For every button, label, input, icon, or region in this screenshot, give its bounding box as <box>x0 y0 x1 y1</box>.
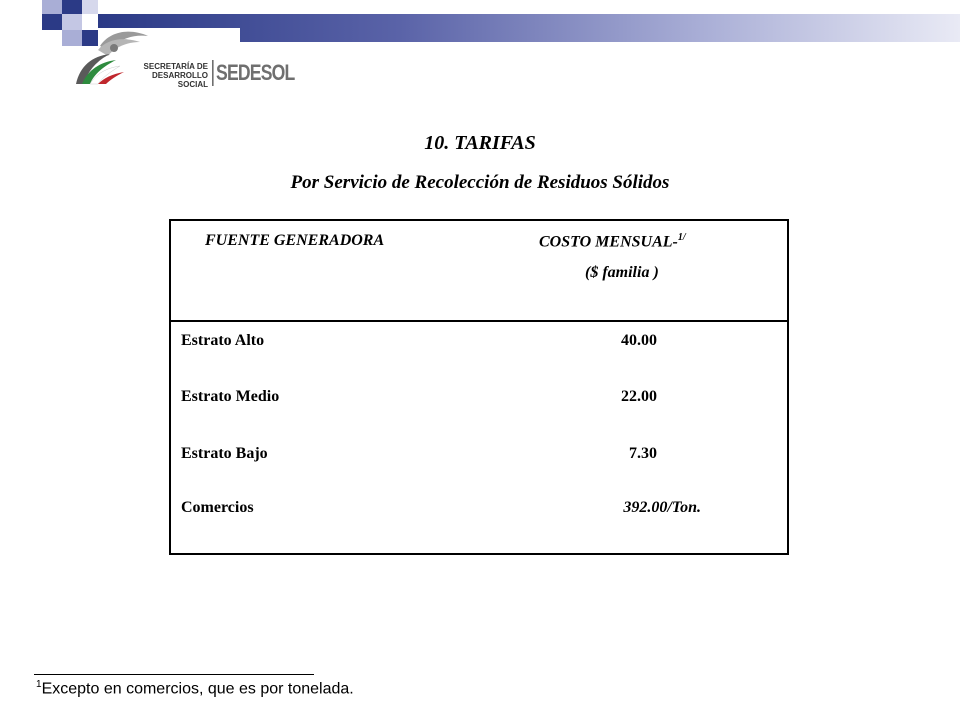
table-row <box>171 388 787 412</box>
row-label: Estrato Alto <box>181 332 265 349</box>
logo-text: SECRETARÍA DE DESARROLLO SOCIAL <box>143 62 208 89</box>
table-header <box>171 221 787 322</box>
table-row <box>171 332 787 356</box>
table-row <box>171 445 787 469</box>
column-header-unit: ($ familia ) <box>585 264 659 281</box>
column-header-cost: COSTO MENSUAL-$^{1/}$ <box>539 232 686 251</box>
header-square <box>82 0 98 14</box>
footnote: $^1$Excepto en comercios, que es por tonelada. <box>36 679 354 698</box>
row-label: Estrato Medio <box>181 388 280 405</box>
header-square <box>42 14 62 30</box>
page-title: 10. TARIFAS <box>424 132 536 154</box>
column-header-source: FUENTE GENERADORA <box>205 232 385 249</box>
footnote-divider <box>34 674 314 675</box>
sedesol-logo <box>70 26 295 96</box>
row-value: 392.00/Ton. <box>623 499 701 516</box>
tariff-table <box>169 219 789 555</box>
table-row <box>171 499 787 523</box>
row-label: Comercios <box>181 499 254 516</box>
row-value: 40.00 <box>621 332 657 349</box>
row-label: Estrato Bajo <box>181 445 268 462</box>
row-value: 7.30 <box>629 445 657 462</box>
page-subtitle: Por Servicio de Recolección de Residuos Sólidos <box>290 172 670 193</box>
header-square <box>42 0 62 14</box>
logo-brand: SEDESOL <box>212 60 295 86</box>
header-square <box>62 0 82 14</box>
row-value: 22.00 <box>621 388 657 405</box>
